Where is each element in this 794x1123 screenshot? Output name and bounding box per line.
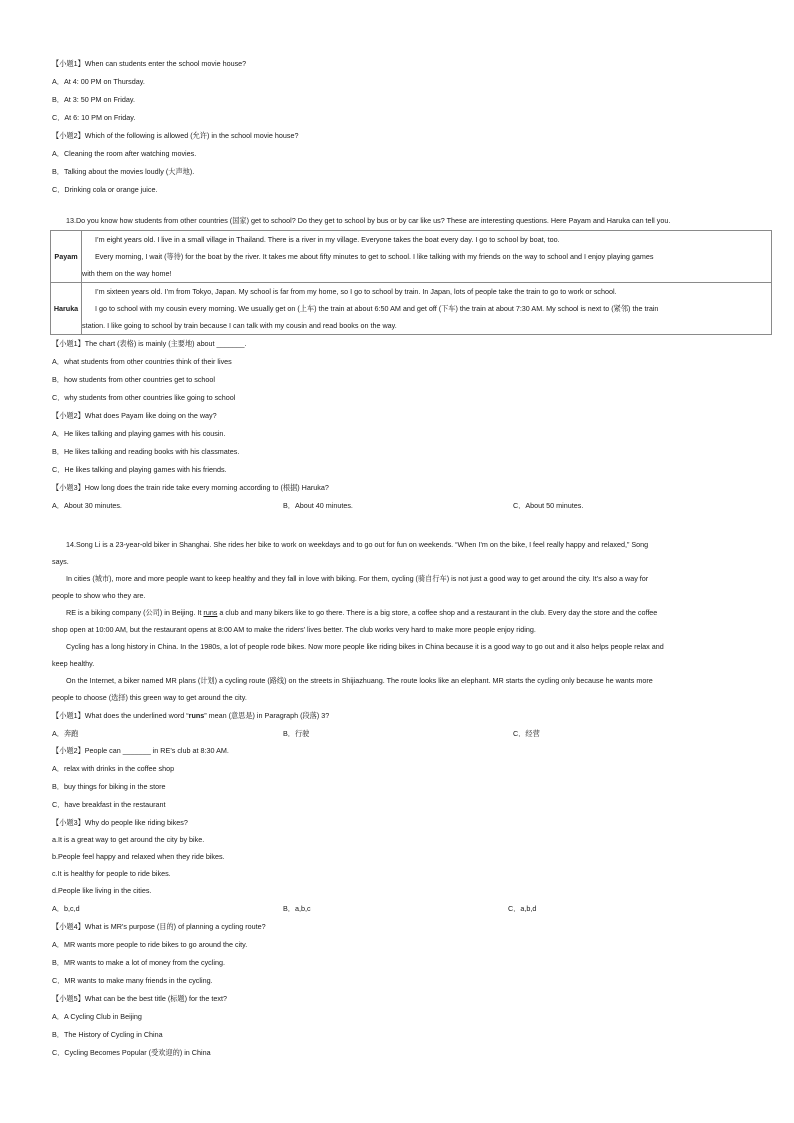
chart-row-payam [51, 231, 772, 283]
q13-s1-option-c: C．why students from other countries like going to school [52, 393, 236, 402]
q13-s1-option-a: A．what students from other countries think of their lives [52, 357, 232, 366]
q14-p2-line-2: people to show who they are. [52, 591, 146, 600]
chart-name-payam: Payam [51, 231, 82, 283]
q14-s5-option-a: A．A Cycling Club in Beijing [52, 1012, 142, 1021]
q14-s3-item-b: b.People feel happy and relaxed when they ride bikes. [52, 852, 225, 861]
q14-s1-stem-post: ” mean (意思是) in Paragraph (段落) 3? [204, 711, 330, 720]
q14-s3-option-a: A．b,c,d [52, 904, 80, 913]
q14-s1-option-a: A．奔跑 [52, 729, 79, 738]
q14-s5-option-b: B．The History of Cycling in China [52, 1030, 163, 1039]
q14-s5-stem: 【小题5】What can be the best title (标题) for the text? [52, 994, 227, 1003]
q14-s4-stem: 【小题4】What is MR’s purpose (目的) of planning a cycling route? [52, 922, 266, 931]
q14-s5-option-c: C．Cycling Becomes Popular (受欢迎的) in China [52, 1048, 211, 1057]
q14-s3-item-a: a.It is a great way to get around the city by bike. [52, 835, 205, 844]
q12-s2-option-c: C．Drinking cola or orange juice. [52, 185, 158, 194]
q12-s1-stem: 【小题1】When can students enter the school movie house? [52, 59, 247, 68]
q13-s3-option-c: C．About 50 minutes. [513, 501, 584, 510]
q14-p2-line-1: In cities (城市), more and more people want to keep healthy and they fall in love with biking. For them, cycling (骑自行车) is not just a good way to get around the city. It’s also a way for [66, 574, 649, 583]
chart-text-payam [82, 231, 772, 283]
q14-p3-text-pre: RE is a biking company (公司) in Beijing. It [66, 608, 204, 617]
underlined-word-runs: runs [203, 608, 218, 617]
q14-s4-option-c: C．MR wants to make many friends in the cycling. [52, 976, 213, 985]
q14-s4-option-a: A．MR wants more people to ride bikes to go around the city. [52, 940, 248, 949]
q14-s2-option-a: A．relax with drinks in the coffee shop [52, 764, 175, 773]
q14-s3-stem: 【小题3】Why do people like riding bikes? [52, 818, 188, 827]
q14-p5-line-2: people to choose (选择) this green way to get around the city. [52, 693, 247, 702]
q12-s2-option-b: B．Talking about the movies loudly (大声地). [52, 167, 195, 176]
q14-p1-line-1: 14.Song Li is a 23-year-old biker in Shanghai. She rides her bike to work on weekdays and to go out for fun on weekends. “When I’m on the bike, I feel really happy and relaxed,” Song [66, 540, 649, 549]
q13-s1-stem: 【小题1】The chart (表格) is mainly (主要地) about _______. [52, 339, 247, 348]
q14-s1-stem [52, 711, 329, 721]
haruka-line-2: I go to school with my cousin every morning. We usually get on (上车) the train at about 6:50 AM and get off (下车) the train at about 7:30 AM. My school is next to (紧邻) the train [95, 304, 659, 313]
q13-s3-stem: 【小题3】How long does the train ride take every morning according to (根据) Haruka? [52, 483, 329, 492]
payam-line-1: I’m eight years old. I live in a small village in Thailand. There is a river in my village. Everyone takes the boat every day. I go to school by boat, too. [95, 235, 560, 244]
payam-line-2: Every morning, I wait (等待) for the boat by the river. It takes me about fifty minutes to get to school. I like talking with my friends on the way to school and I enjoy playing games [95, 252, 654, 261]
q14-p4-line-1: Cycling has a long history in China. In the 1980s, a lot of people rode bikes. Now more people like riding bikes in China because it is a good way to go out and it also helps people relax and [66, 642, 664, 651]
students-chart [50, 230, 772, 335]
q13-intro: 13.Do you know how students from other countries (国家) get to school? Do they get to school by bus or by car like us? These are interesting questions. Here Payam and Haruka can tell you. [66, 216, 671, 225]
q14-s2-option-b: B．buy things for biking in the store [52, 782, 166, 791]
payam-line-3: with them on the way home! [82, 269, 172, 278]
q14-p4-line-2: keep healthy. [52, 659, 95, 668]
q14-s2-option-c: C．have breakfast in the restaurant [52, 800, 166, 809]
q14-p5-line-1: On the Internet, a biker named MR plans (计划) a cycling route (路线) on the streets in Shijiazhuang. The route looks like an elephant. MR starts the cycling only because he wants more [66, 676, 653, 685]
q14-s3-option-b: B．a,b,c [283, 904, 311, 913]
haruka-line-3: station. I like going to school by train because I can talk with my cousin and read books on the way. [82, 321, 397, 330]
q14-s2-stem: 【小题2】People can _______ in RE’s club at 8:30 AM. [52, 746, 229, 755]
q14-s1-stem-word: runs [188, 711, 205, 720]
q13-s2-stem: 【小题2】What does Payam like doing on the way? [52, 411, 217, 420]
q13-s3-option-b: B．About 40 minutes. [283, 501, 353, 510]
q13-s3-option-a: A．About 30 minutes. [52, 501, 122, 510]
q14-s3-item-d: d.People like living in the cities. [52, 886, 152, 895]
q14-s4-option-b: B．MR wants to make a lot of money from the cycling. [52, 958, 225, 967]
q13-s2-option-b: B．He likes talking and reading books with his classmates. [52, 447, 240, 456]
q12-s1-option-a: A．At 4: 00 PM on Thursday. [52, 77, 145, 86]
q13-s1-option-b: B．how students from other countries get to school [52, 375, 215, 384]
q14-p3-text-post: a club and many bikers like to go there. There is a big store, a coffee shop and a restaurant in the club. Every day the store and the coffee [217, 608, 658, 617]
haruka-line-1: I’m sixteen years old. I’m from Tokyo, Japan. My school is far from my home, so I go to school by train. In Japan, lots of people take the train to go to work or school. [95, 287, 617, 296]
q14-p3-line-1 [66, 608, 657, 618]
q12-s2-stem: 【小题2】Which of the following is allowed (允许) in the school movie house? [52, 131, 299, 140]
q14-p1-line-2: says. [52, 557, 69, 566]
q14-s1-option-b: B．行驶 [283, 729, 310, 738]
q14-p3-line-2: shop open at 10:00 AM, but the restaurant opens at 8:00 AM to make the riders’ lives better. The club works very hard to make more people enjoy riding. [52, 625, 536, 634]
q14-s3-item-c: c.It is healthy for people to ride bikes. [52, 869, 171, 878]
q14-s1-stem-pre: 【小题1】What does the underlined word “ [52, 711, 189, 720]
q12-s1-option-b: B．At 3: 50 PM on Friday. [52, 95, 135, 104]
q12-s1-option-c: C．At 6: 10 PM on Friday. [52, 113, 136, 122]
chart-text-haruka [82, 283, 772, 335]
q12-s2-option-a: A．Cleaning the room after watching movies. [52, 149, 197, 158]
q13-s2-option-a: A．He likes talking and playing games with his cousin. [52, 429, 226, 438]
q14-s1-option-c: C．经营 [513, 729, 540, 738]
q14-s3-option-c: C．a,b,d [508, 904, 537, 913]
chart-name-haruka: Haruka [51, 283, 82, 335]
chart-row-haruka [51, 283, 772, 335]
q13-s2-option-c: C．He likes talking and playing games with his friends. [52, 465, 227, 474]
